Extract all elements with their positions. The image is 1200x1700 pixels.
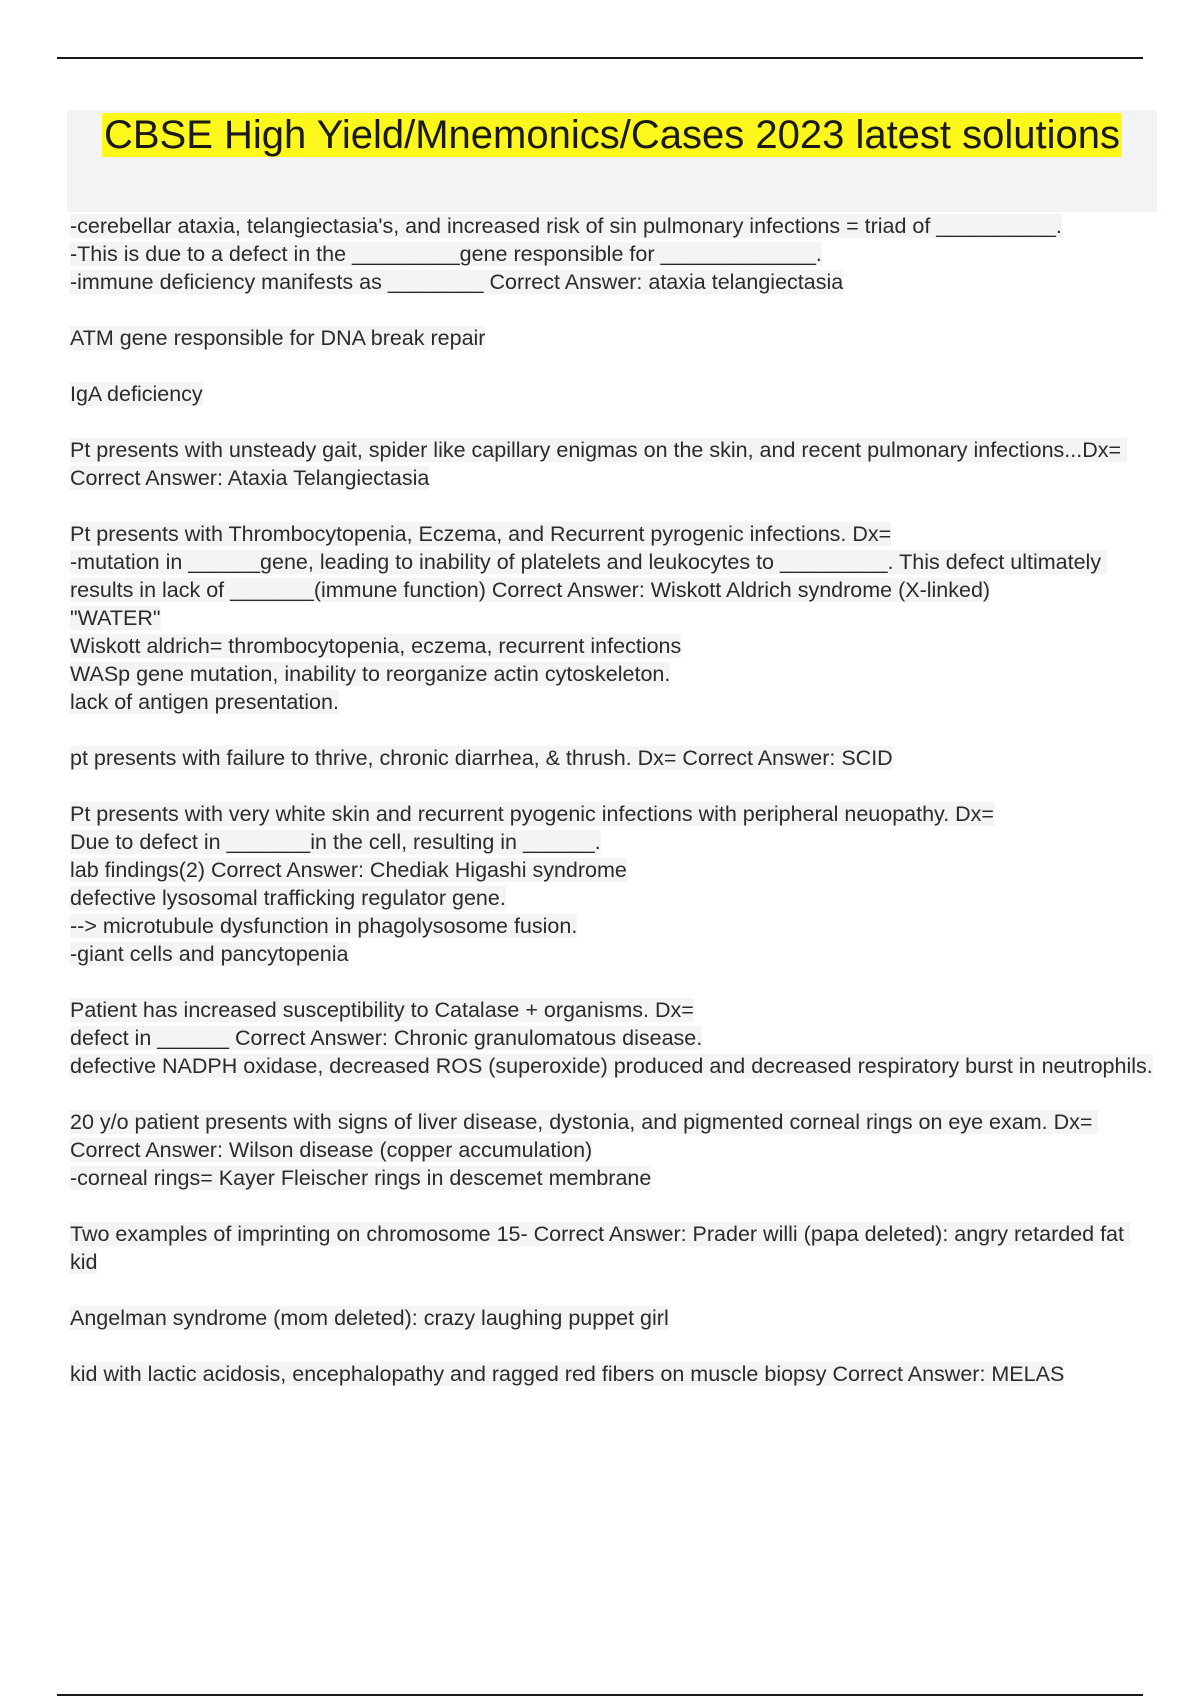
text-line-content: lab findings(2) Correct Answer: Chediak Higashi syndrome [70, 858, 627, 882]
qa-block [70, 1304, 1156, 1332]
qa-block [70, 520, 1156, 716]
text-line [70, 240, 1156, 268]
document-body [70, 212, 1156, 1416]
text-line [70, 436, 1156, 492]
text-line-content: WASp gene mutation, inability to reorganize actin cytoskeleton. [70, 662, 671, 686]
text-line [70, 520, 1156, 548]
text-line [70, 548, 1156, 604]
text-line [70, 828, 1156, 856]
text-line [70, 1052, 1156, 1080]
qa-block [70, 324, 1156, 352]
qa-block [70, 1108, 1156, 1192]
text-line [70, 632, 1156, 660]
text-line [70, 996, 1156, 1024]
text-line [70, 212, 1156, 240]
text-line [70, 912, 1156, 940]
page-title: CBSE High Yield/Mnemonics/Cases 2023 latest solutions [103, 113, 1121, 157]
text-line [70, 744, 1156, 772]
text-line-content: --> microtubule dysfunction in phagolysosome fusion. [70, 914, 578, 938]
text-line [70, 1164, 1156, 1192]
title-banner [67, 110, 1157, 212]
text-line-content: ATM gene responsible for DNA break repair [70, 326, 486, 350]
text-line [70, 800, 1156, 828]
text-line [70, 688, 1156, 716]
text-line [70, 856, 1156, 884]
qa-block [70, 800, 1156, 968]
text-line-content: defective lysosomal trafficking regulator gene. [70, 886, 506, 910]
top-rule [57, 57, 1143, 59]
text-line-content: Angelman syndrome (mom deleted): crazy laughing puppet girl [70, 1306, 669, 1330]
text-line [70, 1024, 1156, 1052]
text-line [70, 604, 1156, 632]
text-line [70, 268, 1156, 296]
text-line-content: Patient has increased susceptibility to Catalase + organisms. Dx= [70, 998, 694, 1022]
text-line-content: Pt presents with unsteady gait, spider like capillary enigmas on the skin, and recent pulmonary infections...Dx= Correct Answer: Ataxia Telangiectasia [70, 438, 1128, 490]
text-line-content: 20 y/o patient presents with signs of liver disease, dystonia, and pigmented corneal rings on eye exam. Dx= Correct Answer: Wilson disease (copper accumulation) [70, 1110, 1099, 1162]
text-line [70, 1304, 1156, 1332]
text-line [70, 660, 1156, 688]
text-line-content: defect in ______ Correct Answer: Chronic granulomatous disease. [70, 1026, 703, 1050]
text-line-content: Pt presents with Thrombocytopenia, Eczema, and Recurrent pyrogenic infections. Dx= [70, 522, 892, 546]
text-line-content: Two examples of imprinting on chromosome 15- Correct Answer: Prader willi (papa deleted): angry retarded fat kid [70, 1222, 1130, 1274]
text-line-content: Pt presents with very white skin and recurrent pyogenic infections with peripheral neuopathy. Dx= [70, 802, 994, 826]
text-line [70, 940, 1156, 968]
qa-block [70, 1220, 1156, 1276]
qa-block [70, 380, 1156, 408]
text-line [70, 1108, 1156, 1164]
text-line-content: kid with lactic acidosis, encephalopathy and ragged red fibers on muscle biopsy Correct Answer: MELAS [70, 1362, 1065, 1386]
text-line-content: Due to defect in _______in the cell, resulting in ______. [70, 830, 601, 854]
qa-block [70, 996, 1156, 1080]
text-line [70, 324, 1156, 352]
text-line-content: Wiskott aldrich= thrombocytopenia, eczema, recurrent infections [70, 634, 682, 658]
text-line-content: -This is due to a defect in the _________gene responsible for _____________. [70, 242, 822, 266]
text-line-content: -giant cells and pancytopenia [70, 942, 349, 966]
qa-block [70, 436, 1156, 492]
text-line [70, 1360, 1156, 1388]
text-line [70, 380, 1156, 408]
qa-block [70, 744, 1156, 772]
text-line-content: defective NADPH oxidase, decreased ROS (superoxide) produced and decreased respiratory burst in neutrophils. [70, 1054, 1153, 1078]
qa-block [70, 212, 1156, 296]
text-line-content: lack of antigen presentation. [70, 690, 339, 714]
text-line-content: -cerebellar ataxia, telangiectasia's, and increased risk of sin pulmonary infections = triad of __________. [70, 214, 1062, 238]
text-line-content: "WATER" [70, 606, 161, 630]
text-line-content: -immune deficiency manifests as ________ Correct Answer: ataxia telangiectasia [70, 270, 844, 294]
text-line [70, 1220, 1156, 1276]
text-line-content: -mutation in ______gene, leading to inability of platelets and leukocytes to _________. This defect ultimately results in lack of _______(immune function) Correct Answer: Wiskott Aldrich syndrome (X-linked) [70, 550, 1108, 602]
text-line [70, 884, 1156, 912]
qa-block [70, 1360, 1156, 1388]
text-line-content: pt presents with failure to thrive, chronic diarrhea, & thrush. Dx= Correct Answer: SCID [70, 746, 893, 770]
text-line-content: IgA deficiency [70, 382, 203, 406]
text-line-content: -corneal rings= Kayer Fleischer rings in descemet membrane [70, 1166, 652, 1190]
bottom-rule [57, 1694, 1143, 1696]
